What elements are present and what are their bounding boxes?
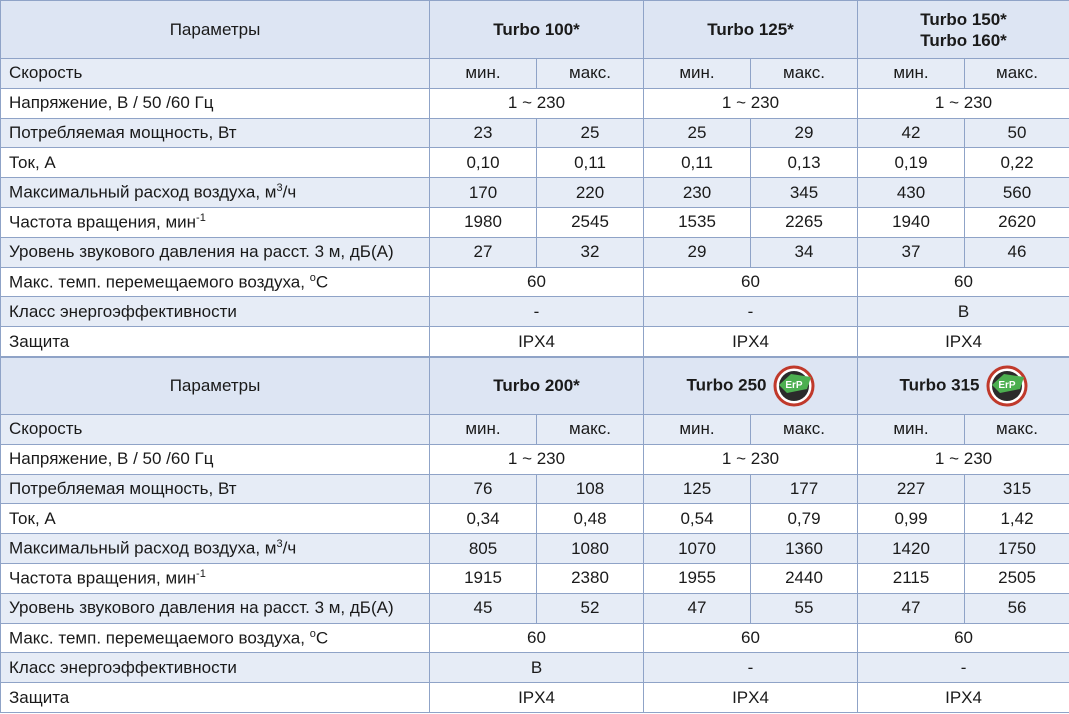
merged-value-cell: 60: [644, 623, 858, 653]
label-text: С: [315, 628, 329, 648]
value-cell: мин.: [644, 415, 751, 445]
row-label: Ток, А: [1, 504, 430, 534]
value-cell: мин.: [430, 59, 537, 89]
value-cell: 50: [965, 118, 1069, 148]
merged-value-cell: 1 ~ 230: [430, 444, 644, 474]
value-cell: 227: [858, 474, 965, 504]
table-row: [1, 118, 1069, 148]
row-label: Уровень звукового давления на расст. 3 м, дБ(А): [1, 237, 430, 267]
table-row: [1, 327, 1069, 357]
value-cell: 47: [858, 593, 965, 623]
label-superscript: о: [309, 627, 316, 640]
table-row: [1, 623, 1069, 653]
merged-value-cell: -: [644, 297, 858, 327]
merged-value-cell: IPX4: [430, 327, 644, 357]
erp-badge-icon: [986, 365, 1028, 407]
model-header: [644, 1, 858, 59]
table-row: [1, 593, 1069, 623]
merged-value-cell: IPX4: [858, 683, 1069, 713]
svg-text:ErP: ErP: [784, 380, 803, 391]
row-label: Класс энергоэффективности: [1, 297, 430, 327]
value-cell: 2115: [858, 563, 965, 593]
merged-value-cell: -: [644, 653, 858, 683]
merged-value-cell: 60: [430, 267, 644, 297]
value-cell: 55: [751, 593, 858, 623]
table-row: [1, 534, 1069, 564]
value-cell: 2545: [537, 207, 644, 237]
label-text: Максимальный расход воздуха, м: [9, 538, 277, 558]
model-name: Turbo 250: [686, 375, 767, 395]
model-header: [430, 358, 644, 415]
value-cell: 0,11: [644, 148, 751, 178]
value-cell: 76: [430, 474, 537, 504]
table-row: [1, 415, 1069, 445]
table-row: [1, 474, 1069, 504]
value-cell: 23: [430, 118, 537, 148]
model-name: Turbo 150*: [920, 9, 1007, 29]
row-label: Потребляемая мощность, Вт: [1, 118, 430, 148]
spec-table-2: [0, 357, 1069, 713]
label-text: Частота вращения, мин: [9, 568, 197, 588]
model-name: Turbo 315: [899, 375, 980, 395]
value-cell: 27: [430, 237, 537, 267]
value-cell: 0,19: [858, 148, 965, 178]
erp-badge-icon: [773, 365, 815, 407]
value-cell: 805: [430, 534, 537, 564]
label-text: /ч: [282, 182, 297, 202]
value-cell: 1940: [858, 207, 965, 237]
label-superscript: 3: [276, 182, 283, 195]
merged-value-cell: 1 ~ 230: [430, 88, 644, 118]
model-header: [644, 358, 858, 415]
model-header: [430, 1, 644, 59]
row-label: Скорость: [1, 415, 430, 445]
value-cell: 2505: [965, 563, 1069, 593]
value-cell: 1980: [430, 207, 537, 237]
label-text: Макс. темп. перемещаемого воздуха,: [9, 628, 310, 648]
label-superscript: 3: [276, 538, 283, 551]
model-header: [858, 1, 1069, 59]
value-cell: 0,79: [751, 504, 858, 534]
value-cell: 1915: [430, 563, 537, 593]
value-cell: макс.: [965, 415, 1069, 445]
value-cell: 2380: [537, 563, 644, 593]
header-row: [1, 358, 1069, 415]
merged-value-cell: B: [430, 653, 644, 683]
merged-value-cell: -: [430, 297, 644, 327]
merged-value-cell: IPX4: [644, 327, 858, 357]
merged-value-cell: IPX4: [644, 683, 858, 713]
table-row: [1, 563, 1069, 593]
merged-value-cell: 1 ~ 230: [858, 88, 1069, 118]
value-cell: макс.: [965, 59, 1069, 89]
value-cell: 315: [965, 474, 1069, 504]
value-cell: 0,22: [965, 148, 1069, 178]
merged-value-cell: 1 ~ 230: [858, 444, 1069, 474]
merged-value-cell: 1 ~ 230: [644, 444, 858, 474]
merged-value-cell: 60: [644, 267, 858, 297]
label-text: /ч: [282, 538, 297, 558]
value-cell: 220: [537, 178, 644, 208]
table-row: [1, 207, 1069, 237]
label-text: С: [315, 272, 329, 292]
row-label: [1, 207, 430, 237]
value-cell: 56: [965, 593, 1069, 623]
value-cell: 2440: [751, 563, 858, 593]
model-header: [858, 358, 1069, 415]
value-cell: 25: [537, 118, 644, 148]
table-row: [1, 148, 1069, 178]
row-label: [1, 534, 430, 564]
merged-value-cell: IPX4: [858, 327, 1069, 357]
table-row: [1, 653, 1069, 683]
value-cell: 1080: [537, 534, 644, 564]
table-row: [1, 683, 1069, 713]
row-label: Потребляемая мощность, Вт: [1, 474, 430, 504]
value-cell: 47: [644, 593, 751, 623]
row-label: Защита: [1, 683, 430, 713]
value-cell: 1750: [965, 534, 1069, 564]
table-row: [1, 237, 1069, 267]
table-row: [1, 178, 1069, 208]
value-cell: 42: [858, 118, 965, 148]
value-cell: 52: [537, 593, 644, 623]
value-cell: 170: [430, 178, 537, 208]
value-cell: мин.: [858, 59, 965, 89]
value-cell: 29: [751, 118, 858, 148]
merged-value-cell: B: [858, 297, 1069, 327]
value-cell: 125: [644, 474, 751, 504]
row-label: [1, 178, 430, 208]
merged-value-cell: 60: [858, 623, 1069, 653]
model-name: Turbo 200*: [493, 376, 580, 395]
row-label: [1, 563, 430, 593]
label-text: Частота вращения, мин: [9, 212, 197, 232]
row-label: Напряжение, В / 50 /60 Гц: [1, 444, 430, 474]
value-cell: 2265: [751, 207, 858, 237]
value-cell: макс.: [751, 415, 858, 445]
params-header: Параметры: [1, 358, 430, 415]
value-cell: 29: [644, 237, 751, 267]
row-label: [1, 267, 430, 297]
value-cell: 177: [751, 474, 858, 504]
table-row: [1, 267, 1069, 297]
table-row: [1, 297, 1069, 327]
table-row: [1, 444, 1069, 474]
value-cell: 0,48: [537, 504, 644, 534]
value-cell: 0,99: [858, 504, 965, 534]
value-cell: макс.: [537, 415, 644, 445]
model-name: Turbo 160*: [920, 30, 1007, 50]
value-cell: 2620: [965, 207, 1069, 237]
label-text: Макс. темп. перемещаемого воздуха,: [9, 272, 310, 292]
value-cell: 45: [430, 593, 537, 623]
value-cell: 108: [537, 474, 644, 504]
value-cell: макс.: [537, 59, 644, 89]
row-label: Уровень звукового давления на расст. 3 м, дБ(А): [1, 593, 430, 623]
value-cell: мин.: [858, 415, 965, 445]
merged-value-cell: 60: [430, 623, 644, 653]
value-cell: 46: [965, 237, 1069, 267]
merged-value-cell: -: [858, 653, 1069, 683]
value-cell: 230: [644, 178, 751, 208]
value-cell: 0,54: [644, 504, 751, 534]
table-row: [1, 59, 1069, 89]
value-cell: 34: [751, 237, 858, 267]
value-cell: 430: [858, 178, 965, 208]
value-cell: 0,10: [430, 148, 537, 178]
row-label: Ток, А: [1, 148, 430, 178]
value-cell: 32: [537, 237, 644, 267]
params-header: Параметры: [1, 1, 430, 59]
label-superscript: -1: [196, 212, 206, 225]
header-row: [1, 1, 1069, 59]
svg-text:ErP: ErP: [997, 380, 1016, 391]
label-superscript: -1: [196, 568, 206, 581]
model-name: Turbo 125*: [707, 19, 794, 39]
value-cell: 1955: [644, 563, 751, 593]
value-cell: 345: [751, 178, 858, 208]
row-label: Напряжение, В / 50 /60 Гц: [1, 88, 430, 118]
value-cell: 0,13: [751, 148, 858, 178]
row-label: Скорость: [1, 59, 430, 89]
value-cell: 1,42: [965, 504, 1069, 534]
model-name: Turbo 100*: [493, 19, 580, 39]
label-superscript: о: [309, 271, 316, 284]
value-cell: макс.: [751, 59, 858, 89]
merged-value-cell: 60: [858, 267, 1069, 297]
table-row: [1, 88, 1069, 118]
merged-value-cell: IPX4: [430, 683, 644, 713]
row-label: Защита: [1, 327, 430, 357]
value-cell: 1070: [644, 534, 751, 564]
table-row: [1, 504, 1069, 534]
value-cell: мин.: [430, 415, 537, 445]
value-cell: 1360: [751, 534, 858, 564]
value-cell: 1535: [644, 207, 751, 237]
value-cell: 1420: [858, 534, 965, 564]
row-label: Класс энергоэффективности: [1, 653, 430, 683]
value-cell: мин.: [644, 59, 751, 89]
merged-value-cell: 1 ~ 230: [644, 88, 858, 118]
value-cell: 560: [965, 178, 1069, 208]
row-label: [1, 623, 430, 653]
value-cell: 37: [858, 237, 965, 267]
label-text: Максимальный расход воздуха, м: [9, 182, 277, 202]
value-cell: 25: [644, 118, 751, 148]
value-cell: 0,11: [537, 148, 644, 178]
value-cell: 0,34: [430, 504, 537, 534]
